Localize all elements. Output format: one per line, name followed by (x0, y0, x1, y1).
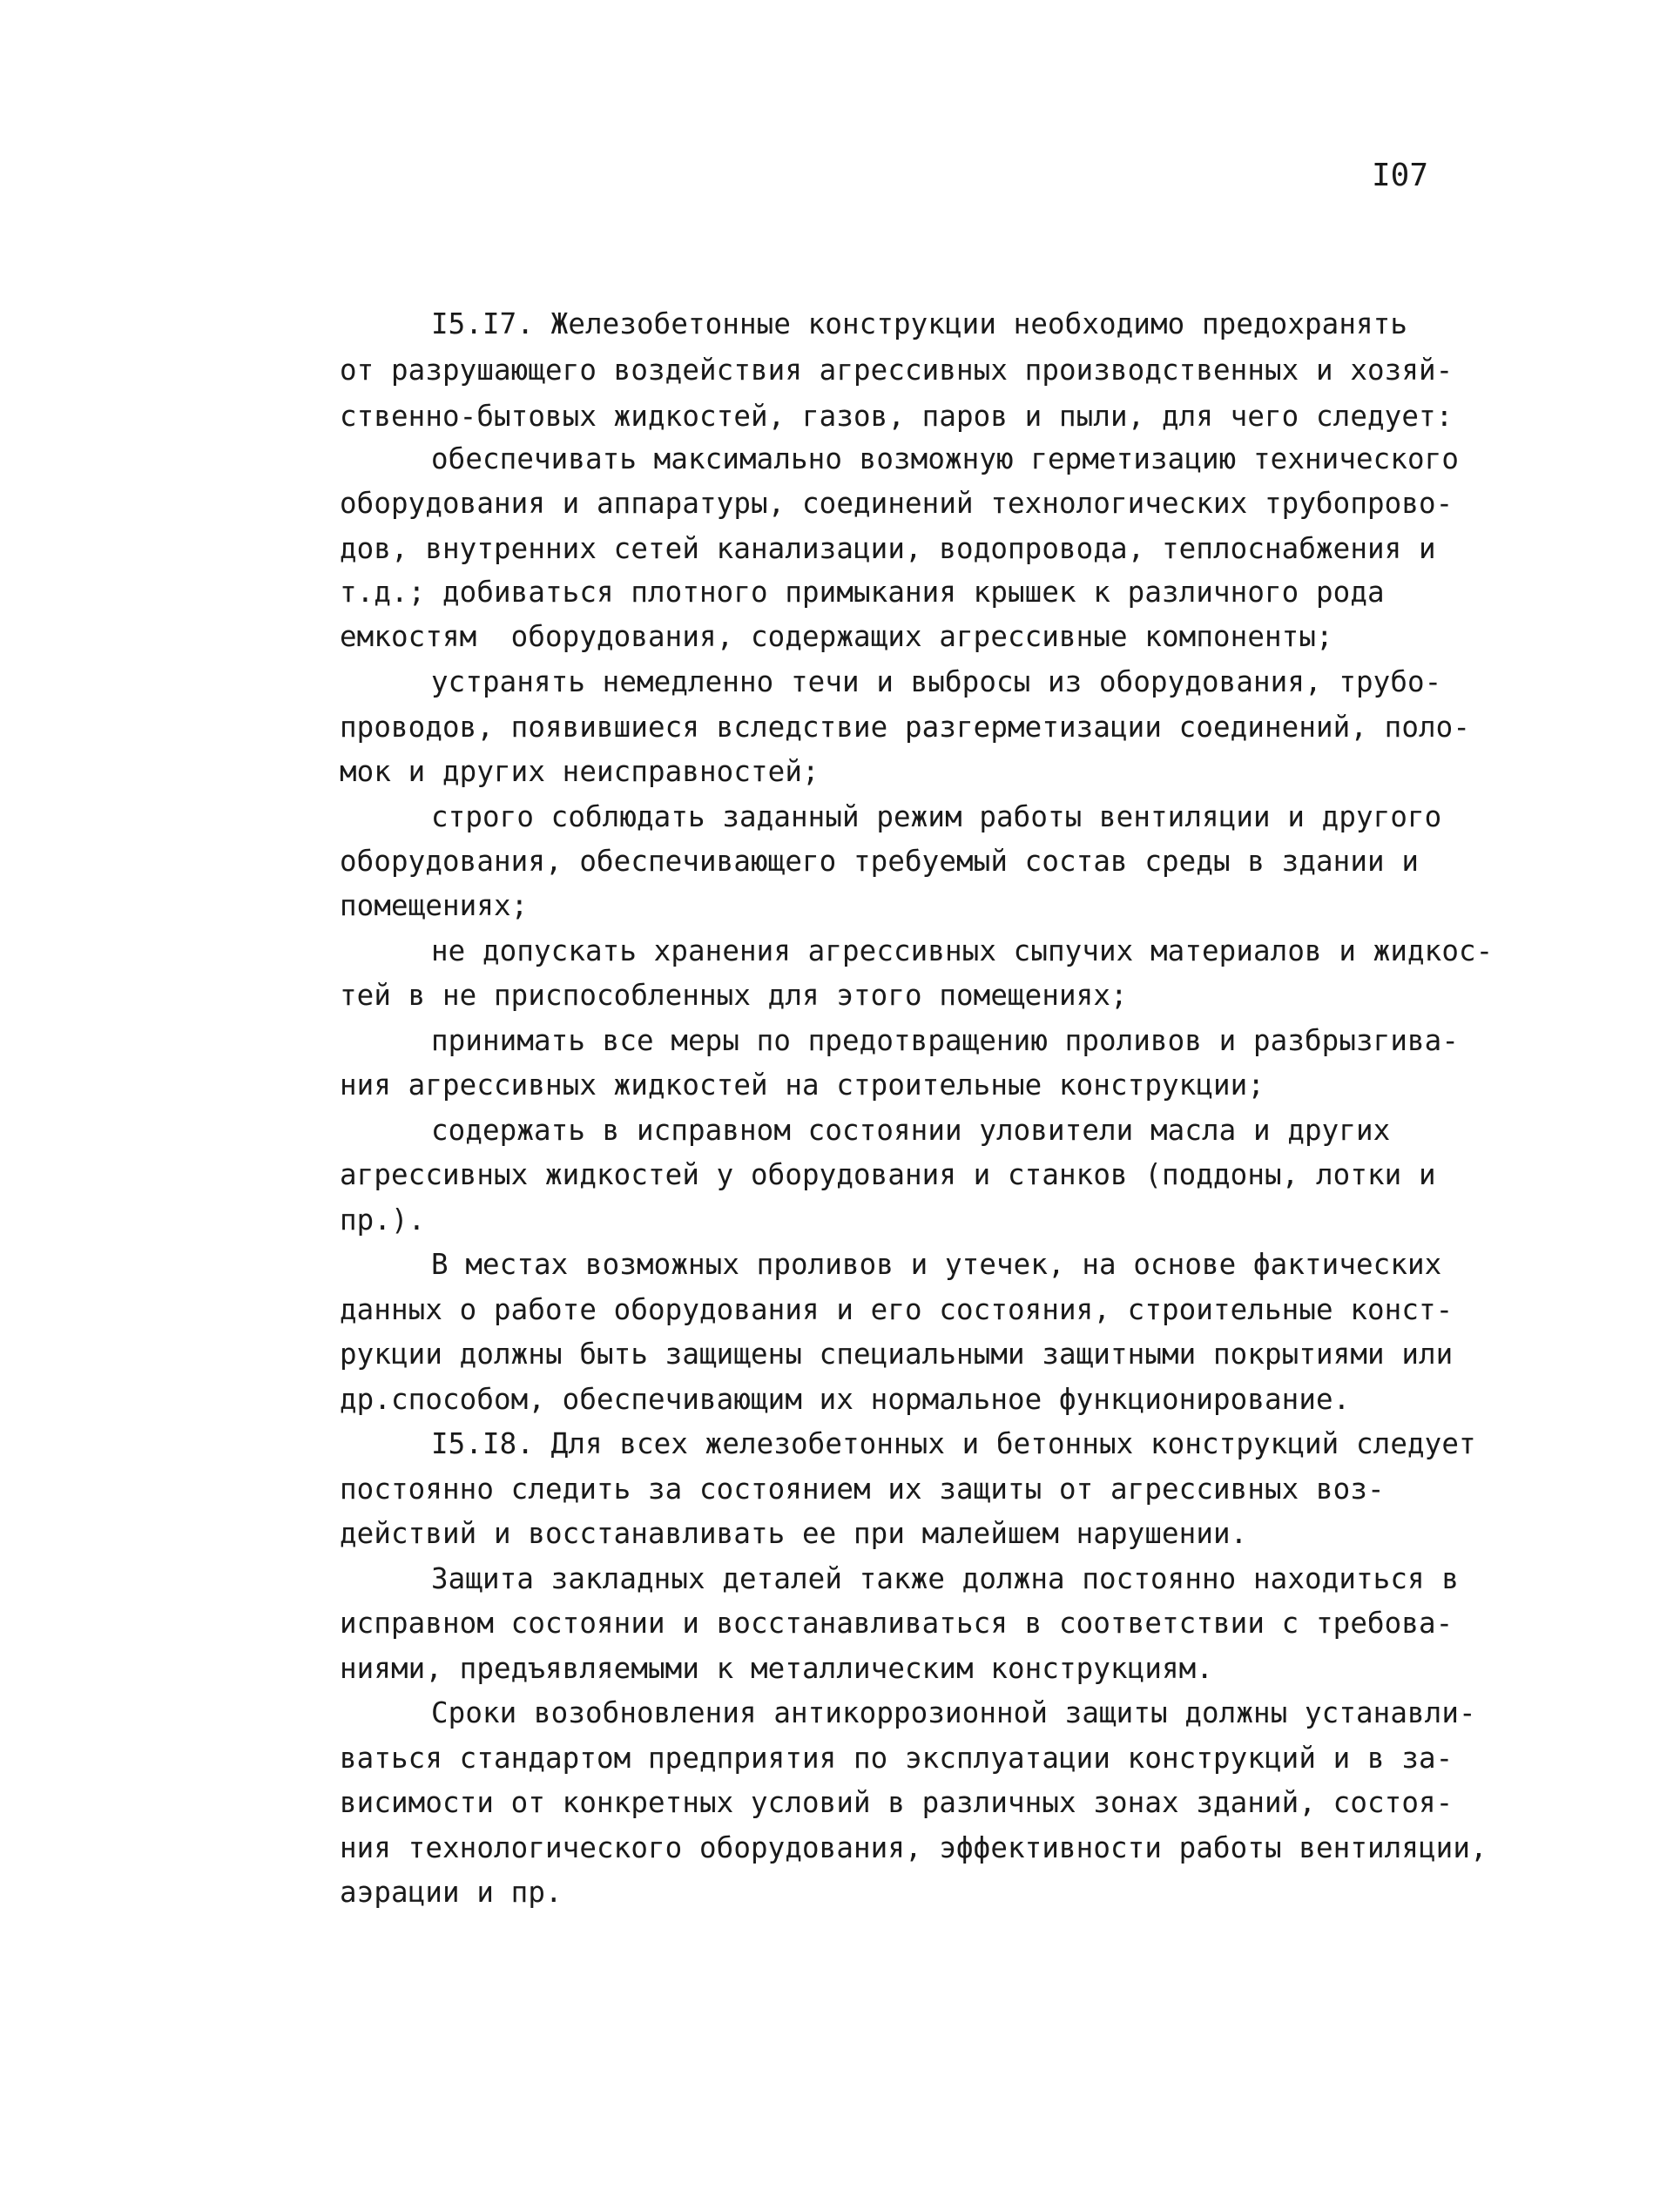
text-line: др.способом, обеспечивающим их нормальное функционирование. (340, 1383, 1351, 1416)
text-line: содержать в исправном состоянии уловители масла и других (431, 1114, 1391, 1147)
text-line: ственно-бытовых жидкостей, газов, паров и пыли, для чего следует: (340, 400, 1454, 433)
text-line: от разрушающего воздействия агрессивных производственных и хозяй- (340, 354, 1454, 387)
text-line: проводов, появившиеся вследствие разгерметизации соединений, поло- (340, 711, 1470, 744)
text-line: агрессивных жидкостей у оборудования и станков (поддоны, лотки и (340, 1158, 1436, 1191)
text-line: т.д.; добиваться плотного примыкания крышек к различного рода (340, 576, 1385, 609)
text-line: ния агрессивных жидкостей на строительные конструкции; (340, 1068, 1265, 1102)
text-line: аэрации и пр. (340, 1876, 563, 1909)
text-line: ния технологического оборудования, эффективности работы вентиляции, (340, 1831, 1488, 1864)
text-line: данных о работе оборудования и его состояния, строительные конст- (340, 1293, 1454, 1326)
text-line: ниями, предъявляемыми к металлическим конструкциям. (340, 1652, 1213, 1685)
text-line: Защита закладных деталей также должна постоянно находиться в (431, 1562, 1459, 1595)
text-line: строго соблюдать заданный режим работы вентиляции и другого (431, 800, 1442, 833)
text-line: тей в не приспособленных для этого помещениях; (340, 979, 1128, 1012)
text-line: I5.I8. Для всех железобетонных и бетонных конструкций следует (431, 1427, 1476, 1460)
text-line: пр.). (340, 1203, 426, 1237)
text-line: емкостям оборудования, содержащих агрессивные компоненты; (340, 620, 1333, 653)
text-line: постоянно следить за состоянием их защиты от агрессивных воз- (340, 1473, 1385, 1506)
text-line: мок и других неисправностей; (340, 755, 820, 788)
text-line: оборудования, обеспечивающего требуемый состав среды в здании и (340, 845, 1419, 878)
page-number: I07 (1372, 158, 1429, 193)
text-line: не допускать хранения агрессивных сыпучих материалов и жидкос- (431, 934, 1494, 967)
text-line: принимать все меры по предотвращению проливов и разбрызгива- (431, 1024, 1459, 1057)
text-line: ваться стандартом предприятия по эксплуатации конструкций и в за- (340, 1742, 1454, 1775)
text-line: действий и восстанавливать ее при малейшем нарушении. (340, 1517, 1248, 1550)
text-line: устранять немедленно течи и выбросы из оборудования, трубо- (431, 665, 1442, 698)
text-line: Сроки возобновления антикоррозионной защиты должны устанавли- (431, 1696, 1476, 1729)
text-line: висимости от конкретных условий в различных зонах зданий, состоя- (340, 1786, 1454, 1819)
text-line: В местах возможных проливов и утечек, на основе фактических (431, 1248, 1442, 1281)
text-line: оборудования и аппаратуры, соединений технологических трубопрово- (340, 487, 1454, 520)
text-line: исправном состоянии и восстанавливаться в соответствии с требова- (340, 1607, 1454, 1640)
text-line: рукции должны быть защищены специальными защитными покрытиями или (340, 1338, 1454, 1371)
text-line: дов, внутренних сетей канализации, водопровода, теплоснабжения и (340, 532, 1436, 565)
text-line: I5.I7. Железобетонные конструкции необходимо предохранять (431, 307, 1407, 340)
text-line: помещениях; (340, 889, 529, 922)
text-line: обеспечивать максимально возможную герметизацию технического (431, 442, 1459, 475)
